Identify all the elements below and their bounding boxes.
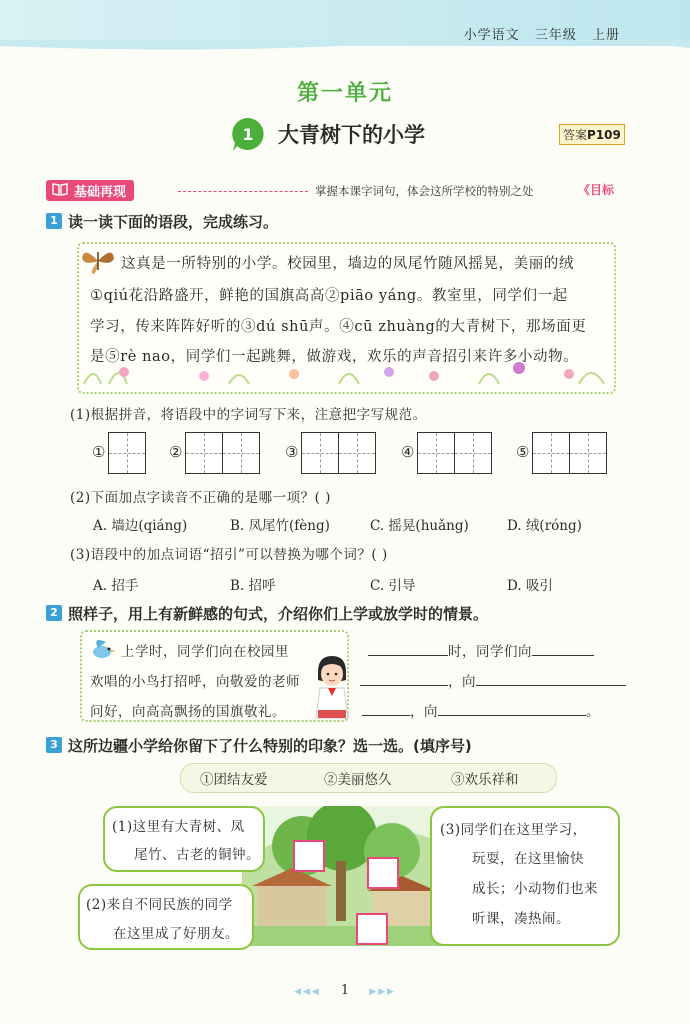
blank-line-1[interactable]: 时，同学们向 [368, 640, 594, 660]
volume-label: 上册 [591, 28, 620, 43]
writing-box-3[interactable] [301, 432, 376, 474]
book-info [454, 24, 620, 43]
passage-line-4: 是⑤rè nao，同学们一起跳舞，做游戏，欢乐的声音招引来许多小动物。 [90, 349, 579, 365]
question-number: 3 [46, 737, 62, 753]
box-label-1: ① [92, 443, 106, 461]
answer-reference[interactable] [559, 124, 625, 145]
blank-2a[interactable] [360, 671, 448, 686]
choice-1: ①团结友爱 [200, 772, 268, 788]
q1-sub1: (1)根据拼音，将语段中的字词写下来，注意把字写规范。 [70, 407, 427, 423]
box-label-5: ⑤ [516, 443, 530, 461]
girl-illustration [310, 654, 354, 722]
question-title: 这所边疆小学给你留下了什么特别的印象？选一选。(填序号) [68, 737, 472, 755]
blank-line-3[interactable]: ，向 。 [362, 700, 600, 720]
option-b[interactable]: B. 凤尾竹(fèng) [230, 518, 330, 534]
blank-line-2[interactable]: ，向 [360, 670, 626, 690]
passage-line-3: 学习，传来阵阵好听的③dú shū声。④cū zhuàng的大青树下，那场面更 [90, 319, 587, 335]
right-arrows-icon: ▶▶▶ [369, 987, 397, 997]
writing-box-1[interactable] [108, 432, 146, 474]
butterfly-icon [78, 244, 118, 278]
page-footer [0, 983, 690, 998]
answer-page: P109 [587, 128, 621, 142]
answer-label: 答案 [563, 128, 588, 142]
q1-sub3: (3)语段中的加点词语“招引”可以替换为哪个词？( ) [70, 547, 388, 563]
q1-sub2: (2)下面加点字读音不正确的是哪一项？( ) [70, 490, 331, 506]
lesson-title: 大青树下的小学 [278, 123, 425, 147]
option-c[interactable]: C. 引导 [370, 578, 416, 594]
option-d[interactable]: D. 绒(róng) [507, 518, 582, 534]
bird-icon [84, 634, 120, 664]
lesson-number-badge [229, 116, 265, 152]
question-number: 2 [46, 605, 62, 621]
bubble-1-line-1: (1)这里有大青树、凤 [112, 819, 245, 835]
blank-3b[interactable] [438, 701, 586, 716]
option-b[interactable]: B. 招呼 [230, 578, 276, 594]
writing-box-5[interactable] [532, 432, 607, 474]
blank-1a[interactable] [368, 641, 448, 656]
question-title: 读一读下面的语段，完成练习。 [68, 213, 279, 231]
section-tag [46, 180, 134, 201]
grade-label: 三年级 [534, 28, 577, 43]
section-tag-label: 基础再现 [74, 185, 127, 200]
bubble-3-line-2: 玩耍，在这里愉快 [472, 851, 584, 867]
option-c[interactable]: C. 摇晃(huǎng) [370, 518, 469, 534]
choice-2: ②美丽悠久 [324, 772, 392, 788]
example-line-2: 欢唱的小鸟打招呼，向敬爱的老师 [90, 674, 300, 690]
example-line-1: 上学时，同学们向在校园里 [121, 644, 289, 660]
lesson-number: 1 [242, 125, 254, 144]
example-line-3: 问好，向高高飘扬的国旗敬礼。 [90, 704, 286, 720]
section-divider [178, 191, 308, 192]
book-icon [52, 182, 68, 196]
page-number: 1 [340, 983, 350, 998]
blank-3a[interactable] [362, 701, 410, 716]
school-scene-illustration [242, 806, 450, 946]
box-label-3: ③ [285, 443, 299, 461]
header-wave [0, 40, 690, 80]
writing-box-4[interactable] [417, 432, 492, 474]
section-description: 掌握本课字词句，体会这所学校的特别之处 [315, 184, 534, 198]
bubble-1-line-2: 尾竹、古老的铜钟。 [134, 847, 260, 863]
choice-3: ③欢乐祥和 [451, 772, 519, 788]
bubble-3-line-1: (3)同学们在这里学习， [440, 822, 587, 838]
bubble-2-line-1: (2)来自不同民族的同学 [86, 897, 233, 913]
question-title: 照样子，用上有新鲜感的句式，介绍你们上学或放学时的情景。 [68, 605, 489, 623]
goal-tag: 《目标 [578, 183, 615, 197]
bubble-2-line-2: 在这里成了好朋友。 [113, 926, 239, 942]
passage-line-1: 这真是一所特别的小学。校园里，墙边的凤尾竹随风摇晃，美丽的绒 [121, 256, 574, 272]
option-a[interactable]: A. 招手 [93, 578, 139, 594]
box-label-2: ② [169, 443, 183, 461]
bubble-3-line-3: 成长；小动物们也来 [472, 881, 598, 897]
option-a[interactable]: A. 墙边(qiáng) [93, 518, 188, 534]
unit-title: 第一单元 [296, 81, 393, 106]
passage-line-2: ①qiú花沿路盛开，鲜艳的国旗高高②piāo yáng。教室里，同学们一起 [90, 288, 568, 304]
left-arrows-icon: ◀◀◀ [293, 987, 321, 997]
bubble-3-line-4: 听课，凑热闹。 [472, 911, 570, 927]
box-label-4: ④ [401, 443, 415, 461]
answer-box-3[interactable] [367, 857, 399, 889]
blank-2b[interactable] [476, 671, 626, 686]
writing-box-2[interactable] [185, 432, 260, 474]
subject-label: 小学语文 [463, 28, 520, 43]
option-d[interactable]: D. 吸引 [507, 578, 553, 594]
blank-1b[interactable] [532, 641, 594, 656]
answer-box-2[interactable] [356, 913, 388, 945]
answer-box-1[interactable] [293, 840, 325, 872]
question-number: 1 [46, 213, 62, 229]
